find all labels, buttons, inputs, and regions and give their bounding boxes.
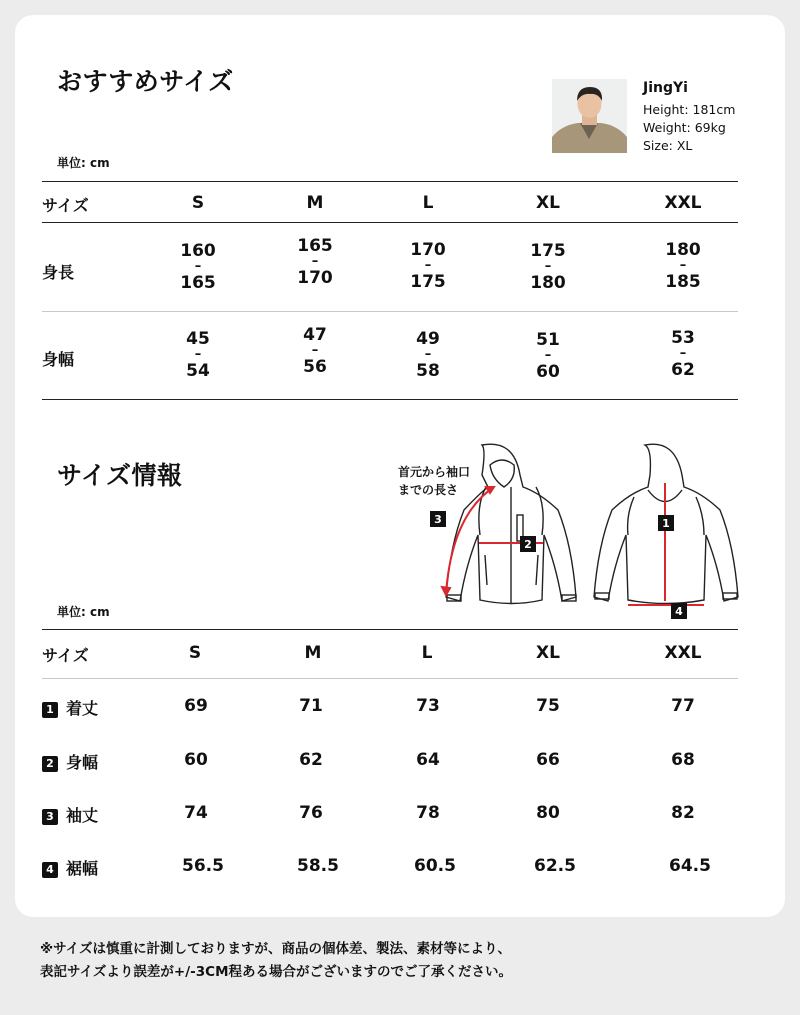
recommend-unit: 単位: cm [57, 156, 110, 170]
row-number-badge: 2 [42, 756, 58, 772]
recommend-cell: 49 – 58 [416, 329, 440, 381]
size-info-cell: 66 [536, 750, 560, 770]
size-info-cell: 64 [416, 750, 440, 770]
size-info-row-label: 4 裾幅 [42, 856, 98, 879]
jacket-front-outline [446, 444, 576, 603]
size-info-cell: 58.5 [297, 856, 339, 876]
size-info-title: サイズ情報 [57, 461, 183, 490]
size-info-cell: 64.5 [669, 856, 711, 876]
size-info-header-label: サイズ [42, 646, 89, 665]
recommend-header-xxl: XXL [664, 193, 702, 213]
size-info-cell: 77 [671, 696, 695, 716]
recommend-cell: 165 – 170 [297, 236, 333, 288]
model-name: JingYi [643, 80, 688, 96]
size-info-row-label: 2 身幅 [42, 750, 98, 773]
size-info-cell: 80 [536, 803, 560, 823]
divider [42, 222, 738, 223]
size-info-cell: 62.5 [534, 856, 576, 876]
recommend-header-xl: XL [536, 193, 560, 213]
size-info-unit: 単位: cm [57, 605, 110, 619]
recommend-row-label: 身幅 [42, 350, 75, 369]
size-info-header-l: L [421, 643, 433, 663]
size-info-cell: 82 [671, 803, 695, 823]
disclaimer-line-2: 表記サイズより誤差が+/-3CM程ある場合がございますのでご了承ください。 [40, 964, 512, 980]
divider [42, 181, 738, 182]
disclaimer-line-1: ※サイズは慎重に計測しておりますが、商品の個体差、製法、素材等により、 [40, 941, 512, 957]
size-info-header-m: M [304, 643, 322, 663]
size-info-header-xxl: XXL [664, 643, 702, 663]
recommend-cell: 45 – 54 [186, 329, 210, 381]
size-info-cell: 68 [671, 750, 695, 770]
size-info-cell: 76 [299, 803, 323, 823]
size-info-cell: 71 [299, 696, 323, 716]
marker-2: 2 [524, 538, 532, 551]
marker-1: 1 [662, 517, 670, 530]
divider [42, 311, 738, 312]
size-info-row-label: 1 着丈 [42, 696, 98, 719]
divider [42, 629, 738, 630]
size-info-cell: 78 [416, 803, 440, 823]
model-weight: Weight: 69kg [643, 120, 726, 135]
recommend-cell: 160 – 165 [180, 241, 216, 293]
divider [42, 678, 738, 679]
marker-4: 4 [675, 605, 683, 618]
size-info-cell: 75 [536, 696, 560, 716]
size-info-cell: 73 [416, 696, 440, 716]
row-number-badge: 1 [42, 702, 58, 718]
model-info [643, 79, 735, 155]
size-info-cell: 62 [299, 750, 323, 770]
model-height: Height: 181cm [643, 102, 736, 117]
recommend-cell: 53 – 62 [671, 328, 695, 380]
size-info-header-s: S [188, 643, 202, 663]
marker-3: 3 [434, 513, 442, 526]
model-size: Size: XL [643, 138, 693, 153]
model-photo [552, 79, 627, 153]
recommend-cell: 51 – 60 [536, 330, 560, 382]
jacket-diagram [390, 435, 750, 625]
disclaimer-note [40, 938, 512, 984]
size-info-cell: 60.5 [414, 856, 456, 876]
recommend-title: おすすめサイズ [57, 67, 234, 96]
recommend-header-label: サイズ [42, 196, 89, 215]
recommend-cell: 180 – 185 [665, 240, 701, 292]
recommend-header-l: L [422, 193, 434, 213]
size-info-header-xl: XL [536, 643, 560, 663]
recommend-cell: 175 – 180 [530, 241, 566, 293]
recommend-cell: 170 – 175 [410, 240, 446, 292]
recommend-cell: 47 – 56 [303, 325, 327, 377]
recommend-header-m: M [306, 193, 324, 213]
row-number-badge: 4 [42, 862, 58, 878]
row-number-badge: 3 [42, 809, 58, 825]
size-info-cell: 69 [184, 696, 208, 716]
size-info-row-label: 3 袖丈 [42, 803, 98, 826]
recommend-header-s: S [191, 193, 205, 213]
recommend-row-label: 身長 [42, 263, 75, 282]
size-info-cell: 74 [184, 803, 208, 823]
divider [42, 399, 738, 400]
size-info-cell: 60 [184, 750, 208, 770]
size-info-cell: 56.5 [182, 856, 224, 876]
sleeve-measure-note: 首元から袖口 までの長さ [398, 465, 471, 497]
